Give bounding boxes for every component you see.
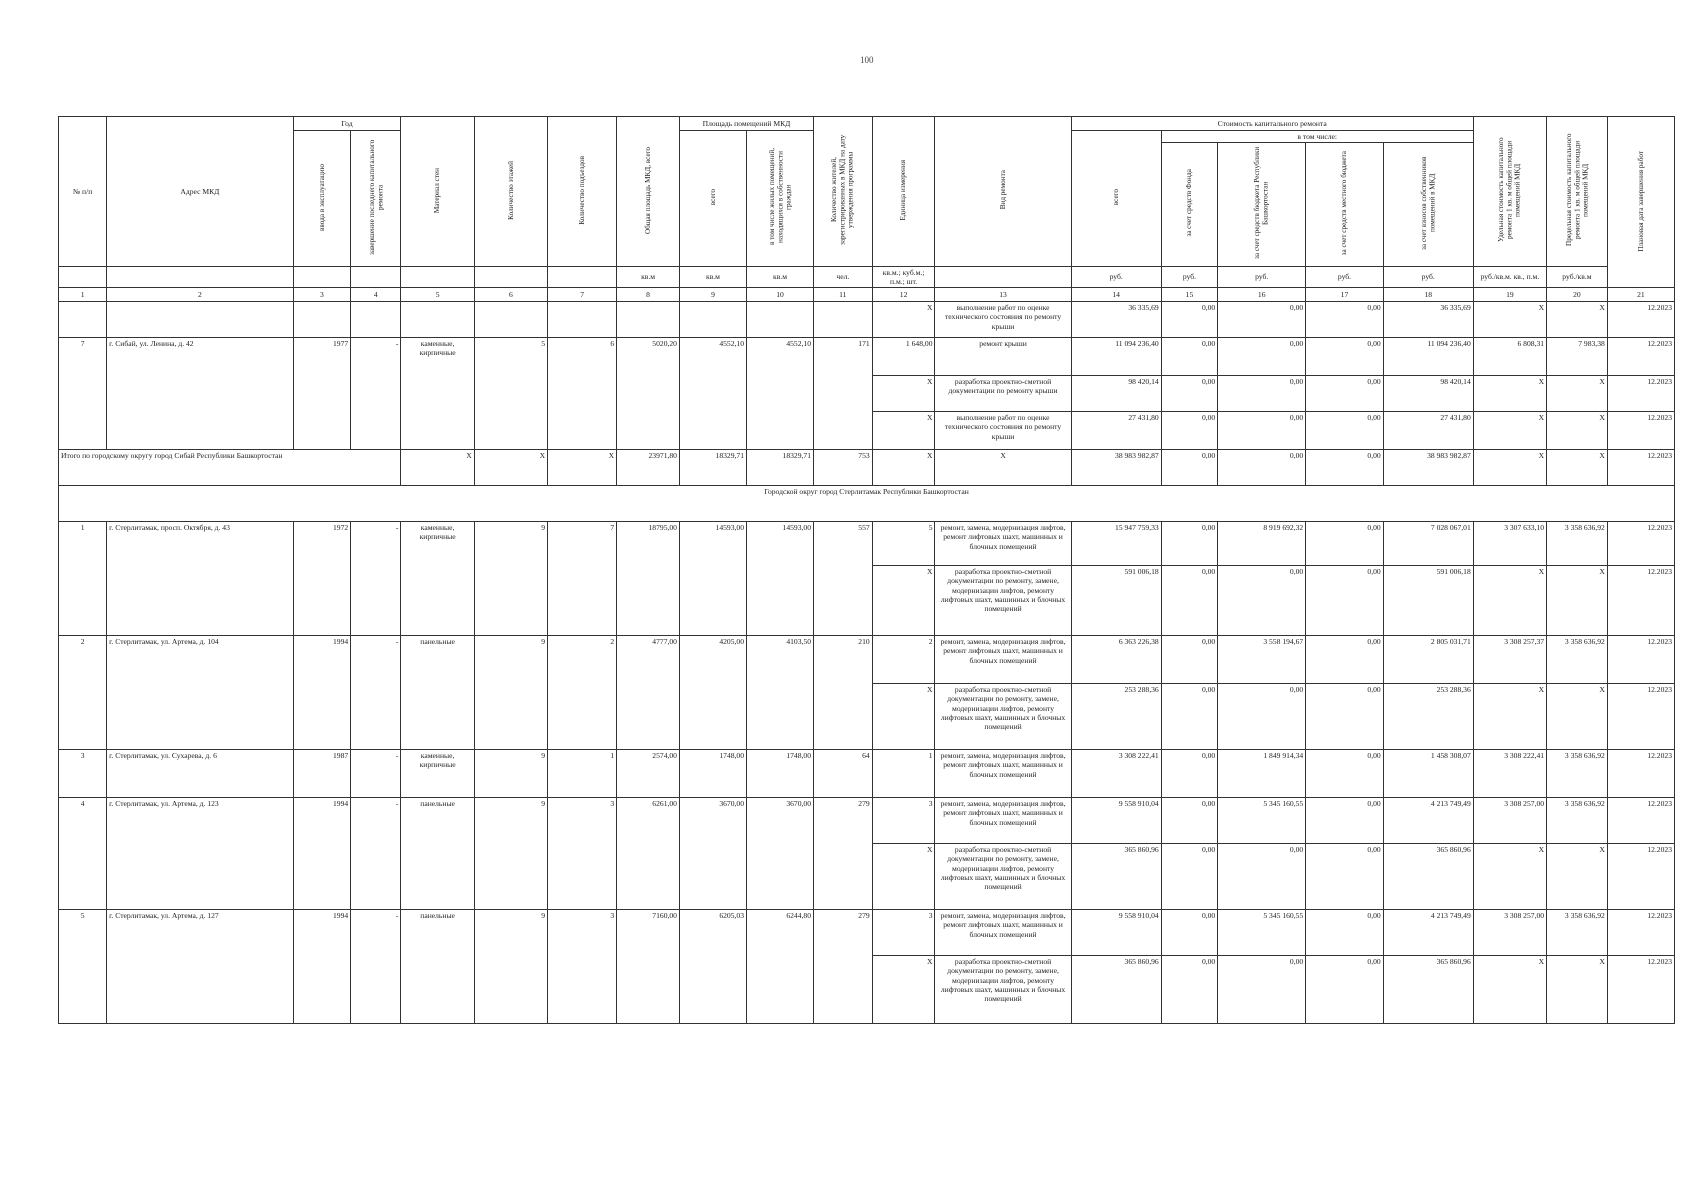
cell-owners: 591 006,18 xyxy=(1383,566,1473,636)
col-number: 10 xyxy=(747,288,814,302)
cell-limit-cost: X xyxy=(1547,450,1608,486)
cell-material: панельные xyxy=(401,798,474,910)
cell-fund: 0,00 xyxy=(1161,522,1218,566)
cell-work: ремонт, замена, модернизация лифтов, ремонт лифтовых шахт, машинных и блочных помещений xyxy=(935,910,1071,956)
cell-limit-cost: 3 358 636,92 xyxy=(1547,750,1608,798)
cell-n: 3 xyxy=(59,750,107,798)
hdr-local-budget: за счет средств местного бюджета xyxy=(1306,143,1384,266)
unit-quantity: кв.м.; куб.м.; п.м.; шт. xyxy=(872,266,935,288)
unit-residents: чел. xyxy=(814,266,873,288)
hdr-wall-material: Материал стен xyxy=(401,117,474,267)
cell-unit-cost: 3 307 633,10 xyxy=(1473,522,1546,566)
cell-material: каменные, кирпичные xyxy=(401,750,474,798)
cell-unit-cost: X xyxy=(1473,844,1546,910)
cell-floors: 9 xyxy=(474,522,547,636)
col-number: 3 xyxy=(293,288,351,302)
cell-fund: 0,00 xyxy=(1161,636,1218,684)
cell-entrances: 2 xyxy=(548,636,617,750)
cell-qty: 1 xyxy=(872,750,935,798)
cell-year: 1994 xyxy=(293,798,351,910)
cell-local: 0,00 xyxy=(1306,750,1384,798)
cell-area-repair: 4552,10 xyxy=(747,338,814,450)
cell-n: 7 xyxy=(59,338,107,450)
cell-area-all: 4552,10 xyxy=(679,338,746,450)
cell-area-total: 5020,20 xyxy=(617,338,680,450)
table-row xyxy=(59,302,1675,338)
hdr-area-repair: в том числе жилых помещений, находящихся в собственности граждан xyxy=(747,131,814,267)
cell-last-repair: - xyxy=(351,636,401,750)
cell-owners: 365 860,96 xyxy=(1383,956,1473,1024)
cell-rb: 1 849 914,34 xyxy=(1218,750,1306,798)
cell-address: г. Стерлитамак, ул. Артема, д. 104 xyxy=(107,636,293,750)
cell-material: X xyxy=(401,450,474,486)
cell-limit-cost: X xyxy=(1547,302,1608,338)
hdr-quantity: Единица измерения xyxy=(872,117,935,267)
hdr-limit-cost: Предельная стоимость капитального ремонта 1 кв. м общей площади помещений МКД xyxy=(1547,117,1608,267)
cell-n: 4 xyxy=(59,798,107,910)
cell-rb: 0,00 xyxy=(1218,412,1306,450)
cell-local: 0,00 xyxy=(1306,450,1384,486)
cell-limit-cost: X xyxy=(1547,412,1608,450)
cell-rb: 0,00 xyxy=(1218,566,1306,636)
cell-qty: 1 648,00 xyxy=(872,338,935,376)
cell-local: 0,00 xyxy=(1306,302,1384,338)
cell-work: ремонт, замена, модернизация лифтов, ремонт лифтовых шахт, машинных и блочных помещений xyxy=(935,636,1071,684)
cell-work: выполнение работ по оценке технического состояния по ремонту крыши xyxy=(935,412,1071,450)
cell-work: X xyxy=(935,450,1071,486)
unit-fund: руб. xyxy=(1161,266,1218,288)
cell-owners: 27 431,80 xyxy=(1383,412,1473,450)
col-number: 8 xyxy=(617,288,680,302)
cell-owners: 98 420,14 xyxy=(1383,376,1473,412)
cell-date: 12.2023 xyxy=(1607,302,1674,338)
cell-fund: 0,00 xyxy=(1161,376,1218,412)
cell-rb: 0,00 xyxy=(1218,684,1306,750)
cell-area-all: 3670,00 xyxy=(679,798,746,910)
unit-unit-cost: руб./кв.м. кв., п.м. xyxy=(1473,266,1546,288)
cell-limit-cost: X xyxy=(1547,844,1608,910)
table-row xyxy=(59,750,1675,798)
cell-unit-cost: X xyxy=(1473,684,1546,750)
cell-material: панельные xyxy=(401,910,474,1024)
cell-area-repair: 18329,71 xyxy=(747,450,814,486)
cell-total: 36 335,69 xyxy=(1071,302,1161,338)
hdr-cost-total: всего xyxy=(1071,131,1161,267)
cell-rb: 3 558 194,67 xyxy=(1218,636,1306,684)
cell-work: разработка проектно-сметной документации по ремонту крыши xyxy=(935,376,1071,412)
cell-unit-cost: 3 308 257,00 xyxy=(1473,798,1546,844)
cell-owners: 4 213 749,49 xyxy=(1383,798,1473,844)
col-number: 18 xyxy=(1383,288,1473,302)
cell-total: 9 558 910,04 xyxy=(1071,910,1161,956)
cell-total: 365 860,96 xyxy=(1071,844,1161,910)
cell-residents: 279 xyxy=(814,798,873,910)
cell-entrances: 6 xyxy=(548,338,617,450)
cell-address: г. Стерлитамак, ул. Артема, д. 123 xyxy=(107,798,293,910)
col-number: 5 xyxy=(401,288,474,302)
cell-local: 0,00 xyxy=(1306,844,1384,910)
cell-year: 1994 xyxy=(293,910,351,1024)
cell-floors: X xyxy=(474,450,547,486)
cell-limit-cost: 3 358 636,92 xyxy=(1547,910,1608,956)
cell-limit-cost: 3 358 636,92 xyxy=(1547,522,1608,566)
cell-qty: X xyxy=(872,684,935,750)
cell-work: разработка проектно-сметной документации по ремонту, замене, модернизации лифтов, ремонту лифтовых шахт, машинных и блочных помещений xyxy=(935,844,1071,910)
cell-unit-cost: 3 308 222,41 xyxy=(1473,750,1546,798)
cell-qty: 3 xyxy=(872,910,935,956)
col-number: 7 xyxy=(548,288,617,302)
cell-date: 12.2023 xyxy=(1607,684,1674,750)
cell-material: панельные xyxy=(401,636,474,750)
cell-entrances: 3 xyxy=(548,910,617,1024)
table-row xyxy=(59,798,1675,844)
hdr-premises-area: Площадь помещений МКД xyxy=(679,117,813,131)
cell-last-repair: - xyxy=(351,750,401,798)
cell-qty: X xyxy=(872,956,935,1024)
cell-local: 0,00 xyxy=(1306,566,1384,636)
cell-total: 38 983 982,87 xyxy=(1071,450,1161,486)
hdr-year-commission: ввода в эксплуатацию xyxy=(293,131,351,267)
cell-material: каменные, кирпичные xyxy=(401,522,474,636)
cell-limit-cost: X xyxy=(1547,376,1608,412)
cell-work: ремонт, замена, модернизация лифтов, ремонт лифтовых шахт, машинных и блочных помещений xyxy=(935,798,1071,844)
unit-limit-cost: руб./кв.м xyxy=(1547,266,1608,288)
cell-area-total: 18795,00 xyxy=(617,522,680,636)
cell-limit-cost: 3 358 636,92 xyxy=(1547,636,1608,684)
cell-date: 12.2023 xyxy=(1607,338,1674,376)
col-number: 17 xyxy=(1306,288,1384,302)
cell-area-all: 18329,71 xyxy=(679,450,746,486)
cell-local: 0,00 xyxy=(1306,338,1384,376)
column-numbers-row xyxy=(59,288,1675,302)
section-row xyxy=(59,486,1675,522)
hdr-n-pp: № п/п xyxy=(59,117,107,267)
cell-residents: 279 xyxy=(814,910,873,1024)
cell-rb: 0,00 xyxy=(1218,338,1306,376)
cell-qty: X xyxy=(872,376,935,412)
cell-area-repair: 14593,00 xyxy=(747,522,814,636)
hdr-unit-cost: Удельная стоимость капитального ремонта 1 кв. м общей площади помещений МКД xyxy=(1473,117,1546,267)
hdr-completion-date: Плановая дата завершения работ xyxy=(1607,117,1674,288)
hdr-cost-group: Стоимость капитального ремонта xyxy=(1071,117,1473,131)
cell-owners: 4 213 749,49 xyxy=(1383,910,1473,956)
cell-owners: 36 335,69 xyxy=(1383,302,1473,338)
cell-limit-cost: X xyxy=(1547,566,1608,636)
col-number: 14 xyxy=(1071,288,1161,302)
cell-fund: 0,00 xyxy=(1161,844,1218,910)
cell-fund: 0,00 xyxy=(1161,302,1218,338)
cell-unit-cost: X xyxy=(1473,956,1546,1024)
cell-qty: X xyxy=(872,566,935,636)
cell-fund: 0,00 xyxy=(1161,956,1218,1024)
cell-date: 12.2023 xyxy=(1607,636,1674,684)
cell-area-repair: 6244,80 xyxy=(747,910,814,1024)
cell-entrances: 7 xyxy=(548,522,617,636)
cell-year: 1972 xyxy=(293,522,351,636)
cell-owners: 2 805 031,71 xyxy=(1383,636,1473,684)
cell-area-all: 1748,00 xyxy=(679,750,746,798)
col-number: 1 xyxy=(59,288,107,302)
cell-date: 12.2023 xyxy=(1607,522,1674,566)
cell-area-total: 7160,00 xyxy=(617,910,680,1024)
cell-local: 0,00 xyxy=(1306,684,1384,750)
total-label: Итого по городскому округу город Сибай Республики Башкортостан xyxy=(59,450,401,486)
cell-work: разработка проектно-сметной документации по ремонту, замене, модернизации лифтов, ремонту лифтовых шахт, машинных и блочных помещений xyxy=(935,684,1071,750)
hdr-floors: Количество этажей xyxy=(474,117,547,267)
unit-cost-total: руб. xyxy=(1071,266,1161,288)
cell-work: выполнение работ по оценке технического состояния по ремонту крыши xyxy=(935,302,1071,338)
cell-work: ремонт, замена, модернизация лифтов, ремонт лифтовых шахт, машинных и блочных помещений xyxy=(935,522,1071,566)
cell-owners: 38 983 982,87 xyxy=(1383,450,1473,486)
cell-year: 1994 xyxy=(293,636,351,750)
cell-unit-cost: 3 308 257,00 xyxy=(1473,910,1546,956)
cell-date: 12.2023 xyxy=(1607,376,1674,412)
repair-program-table xyxy=(58,116,1675,1056)
hdr-area-all: всего xyxy=(679,131,746,267)
cell-last-repair: - xyxy=(351,910,401,1024)
hdr-total-area: Общая площадь МКД, всего xyxy=(617,117,680,267)
cell-fund: 0,00 xyxy=(1161,750,1218,798)
cell-date: 12.2023 xyxy=(1607,566,1674,636)
unit-rb: руб. xyxy=(1218,266,1306,288)
cell-fund: 0,00 xyxy=(1161,566,1218,636)
cell-fund: 0,00 xyxy=(1161,338,1218,376)
cell-area-total: 23971,80 xyxy=(617,450,680,486)
cell-residents: 557 xyxy=(814,522,873,636)
cell-qty: 3 xyxy=(872,798,935,844)
cell-date: 12.2023 xyxy=(1607,750,1674,798)
hdr-address: Адрес МКД xyxy=(107,117,293,267)
hdr-including: в том числе: xyxy=(1161,131,1473,143)
hdr-owners: за счет взносов собственников помещений в МКД xyxy=(1383,143,1473,266)
cell-unit-cost: X xyxy=(1473,566,1546,636)
cell-rb: 0,00 xyxy=(1218,302,1306,338)
unit-local: руб. xyxy=(1306,266,1384,288)
cell-limit-cost: X xyxy=(1547,684,1608,750)
cell-rb: 0,00 xyxy=(1218,450,1306,486)
cell-limit-cost: 7 983,38 xyxy=(1547,338,1608,376)
cell-n: 1 xyxy=(59,522,107,636)
table-row xyxy=(59,910,1675,956)
cell-total: 365 860,96 xyxy=(1071,956,1161,1024)
cell-unit-cost: X xyxy=(1473,450,1546,486)
cell-total: 591 006,18 xyxy=(1071,566,1161,636)
cell-fund: 0,00 xyxy=(1161,450,1218,486)
cell-rb: 0,00 xyxy=(1218,376,1306,412)
cell-fund: 0,00 xyxy=(1161,798,1218,844)
cell-total: 6 363 226,38 xyxy=(1071,636,1161,684)
cell-residents: 64 xyxy=(814,750,873,798)
cell-qty: 5 xyxy=(872,522,935,566)
cell-material: каменные, кирпичные xyxy=(401,338,474,450)
cell-qty: X xyxy=(872,302,935,338)
cell-address: г. Стерлитамак, ул. Артема, д. 127 xyxy=(107,910,293,1024)
col-number: 16 xyxy=(1218,288,1306,302)
cell-residents: 210 xyxy=(814,636,873,750)
cell-floors: 9 xyxy=(474,798,547,910)
cell-area-total: 4777,00 xyxy=(617,636,680,750)
cell-floors: 9 xyxy=(474,636,547,750)
cell-local: 0,00 xyxy=(1306,376,1384,412)
hdr-year-last-repair: завершение последнего капитального ремонта xyxy=(351,131,401,267)
cell-date: 12.2023 xyxy=(1607,956,1674,1024)
cell-date: 12.2023 xyxy=(1607,910,1674,956)
cell-rb: 5 345 160,55 xyxy=(1218,798,1306,844)
page-number: 100 xyxy=(860,55,874,65)
cell-unit-cost: 3 308 257,37 xyxy=(1473,636,1546,684)
col-number: 13 xyxy=(935,288,1071,302)
col-number: 15 xyxy=(1161,288,1218,302)
cell-rb: 8 919 692,32 xyxy=(1218,522,1306,566)
cell-owners: 7 028 067,01 xyxy=(1383,522,1473,566)
cell-rb: 0,00 xyxy=(1218,956,1306,1024)
hdr-repair-type: Вид ремонта xyxy=(935,117,1071,267)
section-title: Городской округ город Стерлитамак Республики Башкортостан xyxy=(59,486,1675,522)
cell-owners: 11 094 236,40 xyxy=(1383,338,1473,376)
table-row xyxy=(59,522,1675,566)
cell-year: 1987 xyxy=(293,750,351,798)
cell-qty: X xyxy=(872,450,935,486)
cell-rb: 5 345 160,55 xyxy=(1218,910,1306,956)
cell-area-repair: 4103,50 xyxy=(747,636,814,750)
cell-work: разработка проектно-сметной документации по ремонту, замене, модернизации лифтов, ремонту лифтовых шахт, машинных и блочных помещений xyxy=(935,956,1071,1024)
cell-date: 12.2023 xyxy=(1607,450,1674,486)
cell-total: 15 947 759,33 xyxy=(1071,522,1161,566)
cell-date: 12.2023 xyxy=(1607,798,1674,844)
cell-address: г. Стерлитамак, просп. Октября, д. 43 xyxy=(107,522,293,636)
hdr-rb-budget: за счет средств бюджета Республики Башкортостан xyxy=(1218,143,1306,266)
hdr-year-group: Год xyxy=(293,117,401,131)
cell-owners: 365 860,96 xyxy=(1383,844,1473,910)
cell-rb: 0,00 xyxy=(1218,844,1306,910)
col-number: 21 xyxy=(1607,288,1674,302)
unit-area-total: кв.м xyxy=(617,266,680,288)
cell-entrances: 1 xyxy=(548,750,617,798)
col-number: 20 xyxy=(1547,288,1608,302)
cell-area-all: 4205,00 xyxy=(679,636,746,750)
cell-qty: X xyxy=(872,844,935,910)
cell-area-repair: 1748,00 xyxy=(747,750,814,798)
cell-address: г. Сибай, ул. Ленина, д. 42 xyxy=(107,338,293,450)
cell-total: 253 288,36 xyxy=(1071,684,1161,750)
col-number: 19 xyxy=(1473,288,1546,302)
cell-area-repair: 3670,00 xyxy=(747,798,814,910)
cell-floors: 5 xyxy=(474,338,547,450)
cell-date: 12.2023 xyxy=(1607,844,1674,910)
cell-last-repair: - xyxy=(351,798,401,910)
col-number: 12 xyxy=(872,288,935,302)
col-number: 11 xyxy=(814,288,873,302)
cell-owners: 1 458 308,07 xyxy=(1383,750,1473,798)
cell-residents: 171 xyxy=(814,338,873,450)
cell-area-total: 6261,00 xyxy=(617,798,680,910)
cell-work: ремонт крыши xyxy=(935,338,1071,376)
cell-last-repair: - xyxy=(351,522,401,636)
cell-work: ремонт, замена, модернизация лифтов, ремонт лифтовых шахт, машинных и блочных помещений xyxy=(935,750,1071,798)
unit-area-all: кв.м xyxy=(679,266,746,288)
cell-local: 0,00 xyxy=(1306,412,1384,450)
cell-floors: 9 xyxy=(474,910,547,1024)
cell-local: 0,00 xyxy=(1306,910,1384,956)
cell-fund: 0,00 xyxy=(1161,412,1218,450)
cell-year: 1977 xyxy=(293,338,351,450)
cell-unit-cost: X xyxy=(1473,376,1546,412)
cell-unit-cost: X xyxy=(1473,412,1546,450)
cell-fund: 0,00 xyxy=(1161,684,1218,750)
cell-local: 0,00 xyxy=(1306,522,1384,566)
cell-total: 3 308 222,41 xyxy=(1071,750,1161,798)
cell-entrances: 3 xyxy=(548,798,617,910)
hdr-entrances: Количество подъездов xyxy=(548,117,617,267)
cell-total: 11 094 236,40 xyxy=(1071,338,1161,376)
table-row xyxy=(59,636,1675,684)
cell-owners: 253 288,36 xyxy=(1383,684,1473,750)
unit-owners: руб. xyxy=(1383,266,1473,288)
unit-area-repair: кв.м xyxy=(747,266,814,288)
cell-local: 0,00 xyxy=(1306,956,1384,1024)
cell-total: 9 558 910,04 xyxy=(1071,798,1161,844)
cell-local: 0,00 xyxy=(1306,798,1384,844)
cell-area-total: 2574,00 xyxy=(617,750,680,798)
cell-work: разработка проектно-сметной документации по ремонту, замене, модернизации лифтов, ремонту лифтовых шахт, машинных и блочных помещений xyxy=(935,566,1071,636)
col-number: 4 xyxy=(351,288,401,302)
cell-area-all: 6205,03 xyxy=(679,910,746,1024)
hdr-residents: Количество жителей, зарегистрированных в МКД на дату утверждения программы xyxy=(814,117,873,267)
cell-date: 12.2023 xyxy=(1607,412,1674,450)
cell-unit-cost: 6 808,31 xyxy=(1473,338,1546,376)
cell-total: 98 420,14 xyxy=(1071,376,1161,412)
cell-floors: 9 xyxy=(474,750,547,798)
cell-last-repair: - xyxy=(351,338,401,450)
cell-residents: 753 xyxy=(814,450,873,486)
cell-entrances: X xyxy=(548,450,617,486)
cell-local: 0,00 xyxy=(1306,636,1384,684)
cell-unit-cost: X xyxy=(1473,302,1546,338)
cell-limit-cost: X xyxy=(1547,956,1608,1024)
cell-area-all: 14593,00 xyxy=(679,522,746,636)
cell-qty: X xyxy=(872,412,935,450)
cell-address: г. Стерлитамак, ул. Сухарева, д. 6 xyxy=(107,750,293,798)
cell-n: 2 xyxy=(59,636,107,750)
col-number: 2 xyxy=(107,288,293,302)
col-number: 6 xyxy=(474,288,547,302)
cell-total: 27 431,80 xyxy=(1071,412,1161,450)
col-number: 9 xyxy=(679,288,746,302)
hdr-fund: за счет средств Фонда xyxy=(1161,143,1218,266)
total-row xyxy=(59,450,1675,486)
cell-limit-cost: 3 358 636,92 xyxy=(1547,798,1608,844)
cell-fund: 0,00 xyxy=(1161,910,1218,956)
cell-qty: 2 xyxy=(872,636,935,684)
table-row xyxy=(59,338,1675,376)
cell-n: 5 xyxy=(59,910,107,1024)
